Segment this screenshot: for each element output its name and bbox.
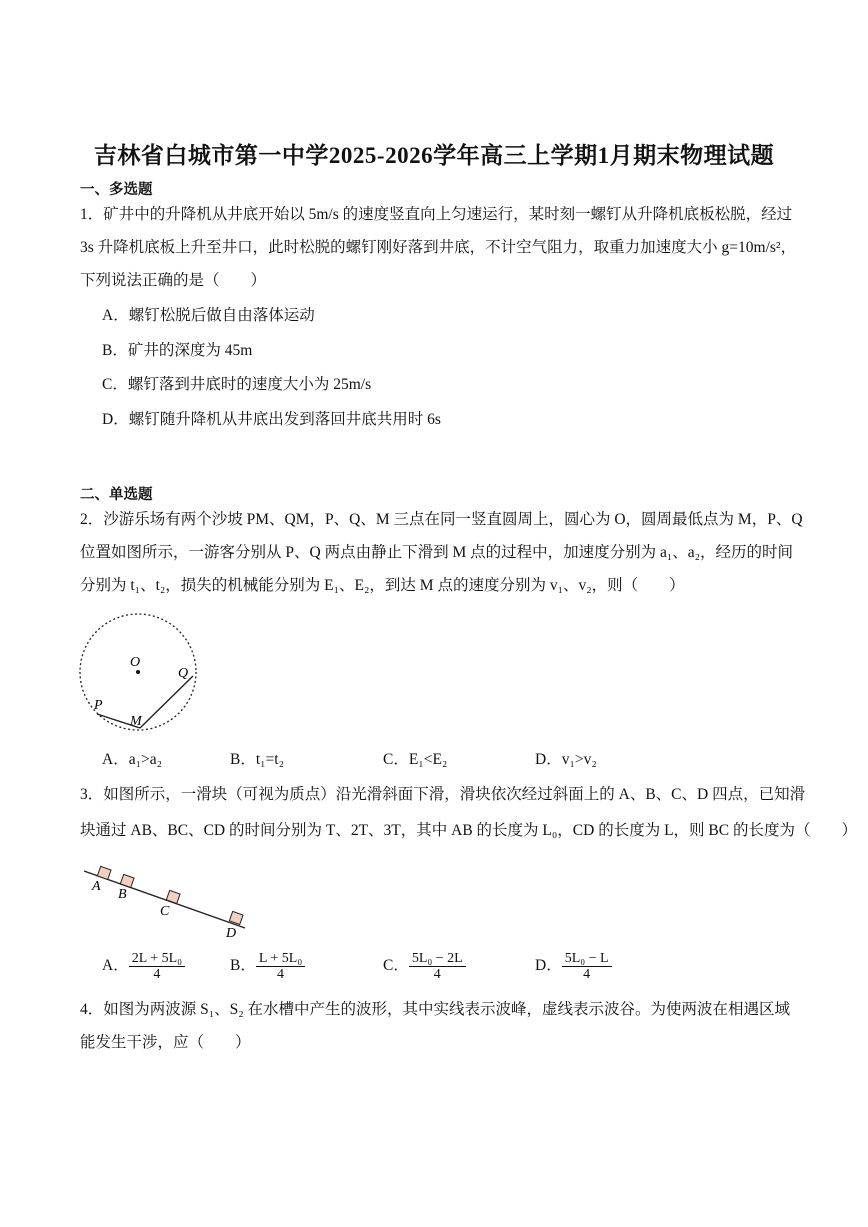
q4-stem-line-2: 能发生干涉，应（ ） [80, 1034, 251, 1051]
q2-option-d: D．v₁>v₂ [535, 751, 597, 768]
q1-option-c: C．螺钉落到井底时的速度大小为 25m/s [102, 376, 372, 393]
q2-stem-line-2: 位置如图所示，一游客分别从 P、Q 两点由静止下滑到 M 点的过程中，加速度分别为 a₁、a₂，经历的时间 [80, 544, 794, 561]
q2-option-b: B．t₁=t₂ [230, 751, 285, 768]
q2-center-dot [136, 670, 140, 674]
q3-option-b [230, 951, 305, 982]
q2-circle-figure [78, 608, 223, 738]
q3-option-c-numerator: 5L₀ − 2L [409, 951, 466, 967]
q2-chord-qm [140, 676, 193, 728]
q3-option-b-label: B． [230, 957, 256, 975]
q3-option-c-denominator: 4 [433, 967, 441, 982]
q3-option-a [102, 951, 185, 982]
q3-option-d [535, 951, 612, 982]
q3-label-b: B [118, 887, 127, 902]
q3-option-c [383, 951, 466, 982]
q2-option-c: C．E₁<E₂ [383, 751, 448, 768]
page-title: 吉林省白城市第一中学2025-2026学年高三上学期1月期末物理试题 [93, 143, 775, 168]
q3-option-d-numerator: 5L₀ − L [562, 951, 612, 967]
q3-option-d-label: D． [535, 957, 562, 975]
q3-option-c-label: C． [383, 957, 409, 975]
q3-option-a-denominator: 4 [153, 967, 161, 982]
q3-block-a [97, 866, 111, 879]
q3-option-b-numerator: L + 5L₀ [256, 951, 305, 967]
q3-label-d: D [226, 926, 237, 941]
q2-label-m: M [130, 714, 142, 729]
q2-stem-line-3: 分别为 t₁、t₂，损失的机械能分别为 E₁、E₂，到达 M 点的速度分别为 v₁、v₂，则（ ） [80, 577, 685, 594]
q3-stem-line-2: 块通过 AB、BC、CD 的时间分别为 T、2T、3T，其中 AB 的长度为 L₀，CD 的长度为 L，则 BC 的长度为（ ） [80, 822, 857, 839]
q3-block-b [120, 874, 134, 887]
q1-option-b: B．矿井的深度为 45m [102, 342, 253, 359]
q1-stem-line-2: 3s 升降机底板上升至井口，此时松脱的螺钉刚好落到井底，不计空气阻力，取重力加速度大小 g=10m/s²， [80, 239, 797, 256]
section-heading-single-choice: 二、单选题 [80, 487, 153, 503]
q2-label-p: P [94, 698, 103, 713]
q3-option-a-label: A． [102, 957, 129, 975]
q3-incline-figure [80, 855, 255, 945]
section-heading-multi-choice: 一、多选题 [80, 182, 153, 198]
q1-stem-line-3: 下列说法正确的是（ ） [80, 272, 267, 289]
q3-label-c: C [160, 904, 170, 919]
q4-stem-line-1: 4．如图为两波源 S₁、S₂ 在水槽中产生的波形，其中实线表示波峰，虚线表示波谷。为使两波在相遇区域 [80, 1001, 791, 1018]
q2-stem-line-1: 2．沙游乐场有两个沙坡 PM、QM，P、Q、M 三点在同一竖直圆周上，圆心为 O，圆周最低点为 M，P、Q [80, 511, 803, 528]
q3-label-a: A [92, 879, 101, 894]
q3-option-b-denominator: 4 [277, 967, 285, 982]
q1-option-d: D．螺钉随升降机从井底出发到落回井底共用时 6s [102, 411, 441, 428]
q3-option-a-numerator: 2L + 5L₀ [129, 951, 185, 967]
q2-label-center: O [130, 655, 141, 670]
q1-option-a: A．螺钉松脱后做自由落体运动 [102, 307, 315, 324]
q3-option-d-denominator: 4 [583, 967, 591, 982]
q2-label-q: Q [178, 666, 189, 681]
q1-stem-line-1: 1．矿井中的升降机从井底开始以 5m/s 的速度竖直向上匀速运行，某时刻一螺钉从升降机底板松脱，经过 [80, 206, 793, 223]
q3-stem-line-1: 3．如图所示，一滑块（可视为质点）沿光滑斜面下滑，滑块依次经过斜面上的 A、B、C、D 四点，已知滑 [80, 786, 806, 803]
q2-option-a: A．a₁>a₂ [102, 751, 163, 768]
